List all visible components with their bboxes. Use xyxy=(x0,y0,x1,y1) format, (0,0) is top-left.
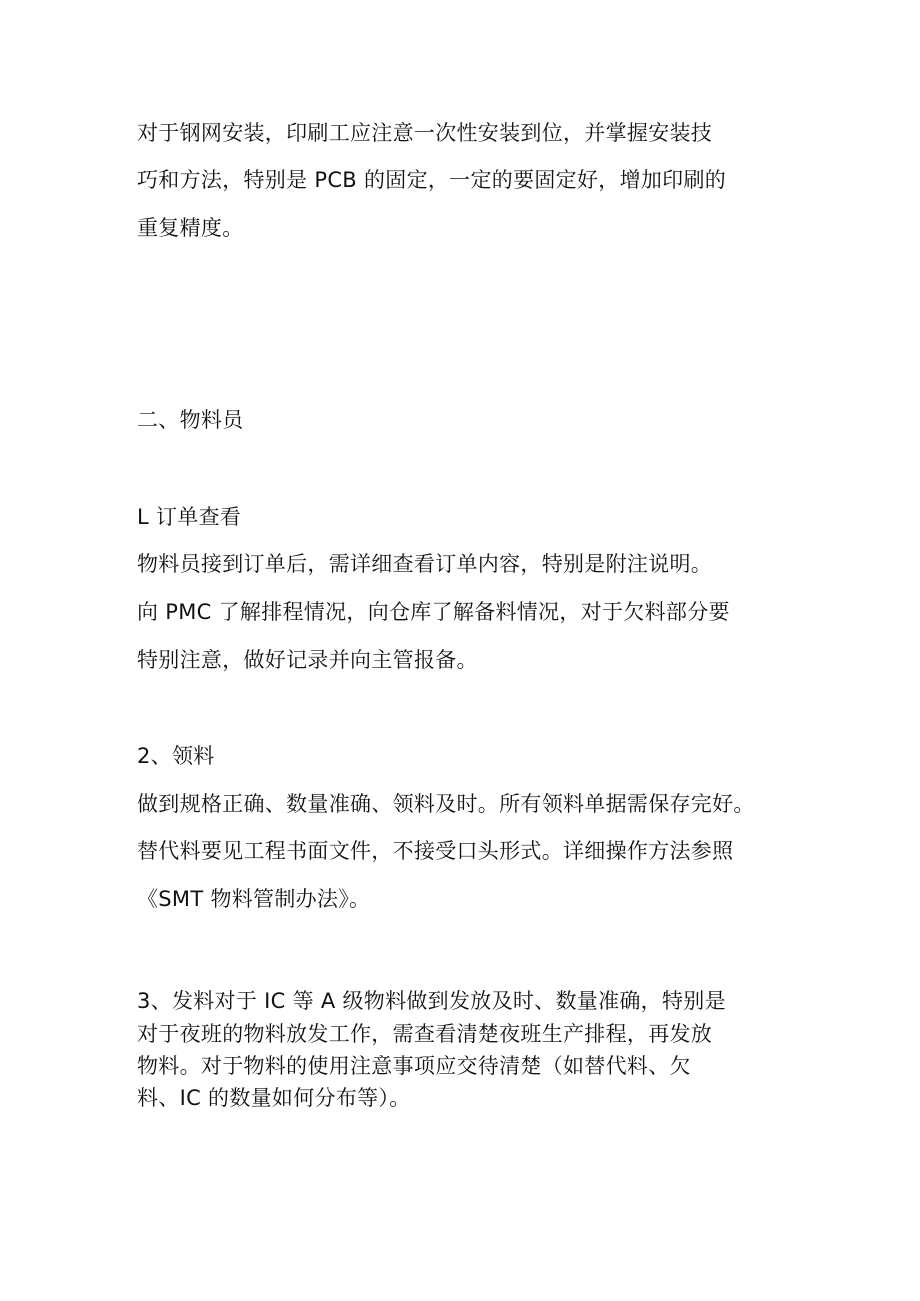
item-1-line-2: 向 PMC 了解排程情况，向仓库了解备料情况，对于欠料部分要 xyxy=(137,600,730,624)
item-2-line-1: 做到规格正确、数量准确、领料及时。所有领料单据需保存完好。 xyxy=(137,792,755,816)
intro-line-3: 重复精度。 xyxy=(137,216,244,240)
intro-line-2: 巧和方法，特别是 PCB 的固定，一定的要固定好，增加印刷的 xyxy=(137,168,727,192)
item-1-heading: L 订单查看 xyxy=(137,505,242,529)
item-2-line-2: 替代料要见工程书面文件，不接受口头形式。详细操作方法参照 xyxy=(137,839,734,863)
section-title: 二、物料员 xyxy=(137,408,244,432)
item-3-line-3: 物料。对于物料的使用注意事项应交待清楚（如替代料、欠 xyxy=(137,1054,691,1078)
item-3-line-4: 料、IC 的数量如何分布等）。 xyxy=(137,1086,411,1110)
item-3-line-1: 3、发料对于 IC 等 A 级物料做到发放及时、数量准确，特别是 xyxy=(137,989,726,1013)
item-1-line-1: 物料员接到订单后，需详细查看订单内容，特别是附注说明。 xyxy=(137,552,713,576)
item-2-heading: 2、领料 xyxy=(137,744,215,768)
item-3-line-2: 对于夜班的物料放发工作，需查看清楚夜班生产排程，再发放 xyxy=(137,1022,713,1046)
item-2-line-3: 《SMT 物料管制办法》。 xyxy=(137,887,371,911)
item-1-line-3: 特别注意，做好记录并向主管报备。 xyxy=(137,648,478,672)
intro-line-1: 对于钢网安装，印刷工应注意一次性安装到位，并掌握安装技 xyxy=(137,121,713,145)
